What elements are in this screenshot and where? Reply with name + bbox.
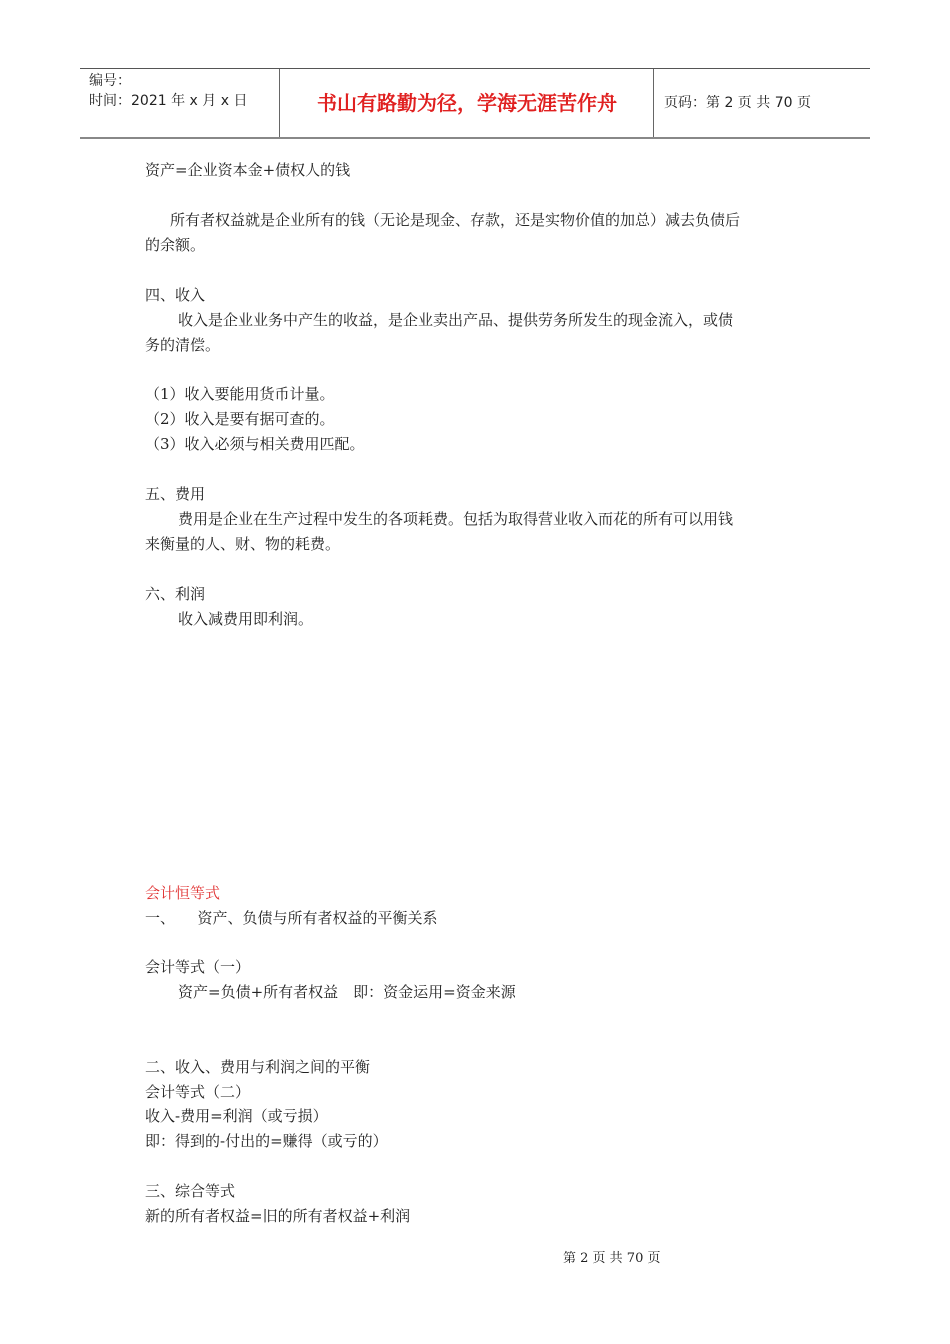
paragraph-line: 所有者权益就是企业所有的钱（无论是现金、存款，还是实物价值的加总）减去负债后 bbox=[170, 211, 741, 229]
paragraph-line: 会计等式（一） bbox=[145, 958, 251, 976]
paragraph-line: 资产=负债+所有者权益 即：资金运用=资金来源 bbox=[178, 983, 516, 1001]
paragraph-line: 收入减费用即利润。 bbox=[178, 610, 314, 628]
list-item: （2）收入是要有据可查的。 bbox=[145, 410, 335, 428]
paragraph-line: 资产=企业资本金+债权人的钱 bbox=[145, 161, 351, 179]
number-label: 编号： bbox=[89, 73, 131, 89]
paragraph-line: 收入-费用=利润（或亏损） bbox=[145, 1107, 328, 1125]
paragraph-line: 费用是企业在生产过程中发生的各项耗费。包括为取得营业收入而花的所有可以用钱 bbox=[178, 510, 734, 528]
section-heading: 一、 资产、负债与所有者权益的平衡关系 bbox=[145, 909, 438, 927]
paragraph-line: 的余额。 bbox=[145, 236, 206, 254]
header-motto: 书山有路勤为径，学海无涯苦作舟 bbox=[281, 69, 654, 137]
paragraph-line: 收入是企业业务中产生的收益，是企业卖出产品、提供劳务所发生的现金流入，或债 bbox=[178, 311, 734, 329]
section-heading: 三、综合等式 bbox=[145, 1182, 236, 1200]
time-label: 时间：2021 年 x 月 x 日 bbox=[89, 93, 248, 109]
list-item: （1）收入要能用货币计量。 bbox=[145, 385, 335, 403]
section-heading: 五、费用 bbox=[145, 485, 206, 503]
header-page-info: 页码：第 2 页 共 70 页 bbox=[664, 95, 811, 111]
page-header bbox=[80, 68, 870, 139]
paragraph-line: 即：得到的-付出的=赚得（或亏的） bbox=[145, 1132, 388, 1150]
section-heading: 二、收入、费用与利润之间的平衡 bbox=[145, 1058, 371, 1076]
section-heading: 四、收入 bbox=[145, 286, 206, 304]
paragraph-line: 来衡量的人、财、物的耗费。 bbox=[145, 535, 341, 553]
paragraph-line: 务的清偿。 bbox=[145, 336, 221, 354]
list-item: （3）收入必须与相关费用匹配。 bbox=[145, 435, 365, 453]
paragraph-line: 新的所有者权益=旧的所有者权益+利润 bbox=[145, 1207, 411, 1225]
section-heading: 六、利润 bbox=[145, 585, 206, 603]
header-meta bbox=[80, 69, 280, 137]
page-footer: 第 2 页 共 70 页 bbox=[563, 1251, 661, 1266]
paragraph-line: 会计等式（二） bbox=[145, 1083, 251, 1101]
red-heading: 会计恒等式 bbox=[145, 884, 221, 902]
